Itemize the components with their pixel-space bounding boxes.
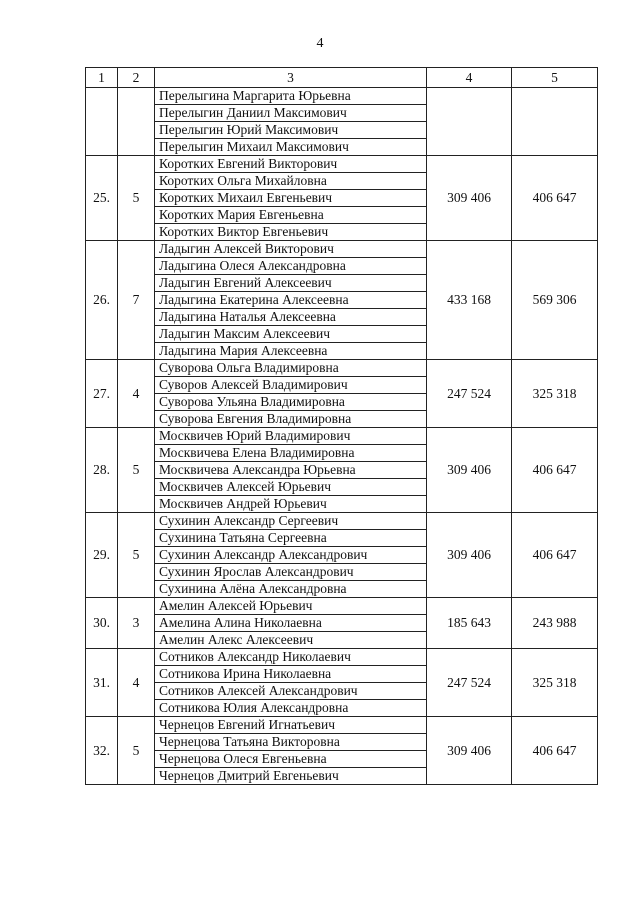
amount-col5: 406 647: [512, 717, 598, 785]
family-size: 4: [118, 649, 155, 717]
person-name: Ладыгин Максим Алексеевич: [155, 326, 427, 343]
person-name: Коротких Виктор Евгеньевич: [155, 224, 427, 241]
person-name: Перелыгин Даниил Максимович: [155, 105, 427, 122]
person-name: Суворова Ольга Владимировна: [155, 360, 427, 377]
person-name: Сотникова Юлия Александровна: [155, 700, 427, 717]
family-size: 5: [118, 428, 155, 513]
person-name: Чернецов Евгений Игнатьевич: [155, 717, 427, 734]
person-name: Сухинина Алёна Александровна: [155, 581, 427, 598]
amount-col5: 569 306: [512, 241, 598, 360]
family-size: [118, 88, 155, 156]
column-header-5: 5: [512, 68, 598, 88]
person-name: Коротких Мария Евгеньевна: [155, 207, 427, 224]
table-row: [86, 717, 598, 734]
person-name: Перелыгин Юрий Максимович: [155, 122, 427, 139]
person-name: Сотников Александр Николаевич: [155, 649, 427, 666]
person-name: Сухинин Александр Сергеевич: [155, 513, 427, 530]
group-number: 25.: [86, 156, 118, 241]
person-name: Суворова Евгения Владимировна: [155, 411, 427, 428]
family-size: 4: [118, 360, 155, 428]
person-name: Ладыгина Екатерина Алексеевна: [155, 292, 427, 309]
person-name: Коротких Ольга Михайловна: [155, 173, 427, 190]
group-number: 32.: [86, 717, 118, 785]
person-name: Амелин Алекс Алексеевич: [155, 632, 427, 649]
table-row: [86, 88, 598, 105]
amount-col4: [427, 88, 512, 156]
amount-col5: 406 647: [512, 428, 598, 513]
person-name: Коротких Евгений Викторович: [155, 156, 427, 173]
person-name: Перелыгин Михаил Максимович: [155, 139, 427, 156]
family-size: 5: [118, 156, 155, 241]
amount-col4: 185 643: [427, 598, 512, 649]
table-row: [86, 360, 598, 377]
group-number: [86, 88, 118, 156]
amount-col4: 309 406: [427, 156, 512, 241]
table-body: [86, 68, 598, 785]
amount-col4: 309 406: [427, 513, 512, 598]
person-name: Сухинин Ярослав Александрович: [155, 564, 427, 581]
amount-col5: 325 318: [512, 649, 598, 717]
amount-col4: 309 406: [427, 428, 512, 513]
amount-col5: [512, 88, 598, 156]
person-name: Ладыгина Наталья Алексеевна: [155, 309, 427, 326]
page-number: 4: [316, 36, 324, 51]
person-name: Ладыгин Алексей Викторович: [155, 241, 427, 258]
group-number: 31.: [86, 649, 118, 717]
person-name: Сотникова Ирина Николаевна: [155, 666, 427, 683]
person-name: Амелин Алексей Юрьевич: [155, 598, 427, 615]
person-name: Чернецова Олеся Евгеньевна: [155, 751, 427, 768]
table-row: [86, 513, 598, 530]
person-name: Чернецова Татьяна Викторовна: [155, 734, 427, 751]
person-name: Ладыгин Евгений Алексеевич: [155, 275, 427, 292]
group-number: 27.: [86, 360, 118, 428]
table-row: [86, 241, 598, 258]
person-name: Перелыгина Маргарита Юрьевна: [155, 88, 427, 105]
column-header-row: [86, 68, 598, 88]
person-name: Чернецов Дмитрий Евгеньевич: [155, 768, 427, 785]
amount-col5: 406 647: [512, 513, 598, 598]
person-name: Сухинин Александр Александрович: [155, 547, 427, 564]
person-name: Москвичева Александра Юрьевна: [155, 462, 427, 479]
person-name: Москвичев Андрей Юрьевич: [155, 496, 427, 513]
column-header-2: 2: [118, 68, 155, 88]
allocation-table: [85, 67, 598, 785]
column-header-3: 3: [155, 68, 427, 88]
amount-col4: 433 168: [427, 241, 512, 360]
person-name: Суворова Ульяна Владимировна: [155, 394, 427, 411]
family-size: 7: [118, 241, 155, 360]
person-name: Ладыгина Мария Алексеевна: [155, 343, 427, 360]
person-name: Коротких Михаил Евгеньевич: [155, 190, 427, 207]
amount-col4: 309 406: [427, 717, 512, 785]
table-row: [86, 649, 598, 666]
person-name: Ладыгина Олеся Александровна: [155, 258, 427, 275]
person-name: Москвичева Елена Владимировна: [155, 445, 427, 462]
group-number: 26.: [86, 241, 118, 360]
person-name: Амелина Алина Николаевна: [155, 615, 427, 632]
table-row: [86, 598, 598, 615]
person-name: Москвичев Юрий Владимирович: [155, 428, 427, 445]
group-number: 29.: [86, 513, 118, 598]
family-size: 5: [118, 717, 155, 785]
group-number: 28.: [86, 428, 118, 513]
group-number: 30.: [86, 598, 118, 649]
person-name: Суворов Алексей Владимирович: [155, 377, 427, 394]
family-size: 3: [118, 598, 155, 649]
amount-col4: 247 524: [427, 360, 512, 428]
family-size: 5: [118, 513, 155, 598]
person-name: Сухинина Татьяна Сергеевна: [155, 530, 427, 547]
amount-col5: 406 647: [512, 156, 598, 241]
amount-col4: 247 524: [427, 649, 512, 717]
person-name: Москвичев Алексей Юрьевич: [155, 479, 427, 496]
column-header-4: 4: [427, 68, 512, 88]
table-row: [86, 428, 598, 445]
amount-col5: 325 318: [512, 360, 598, 428]
amount-col5: 243 988: [512, 598, 598, 649]
table-row: [86, 156, 598, 173]
person-name: Сотников Алексей Александрович: [155, 683, 427, 700]
column-header-1: 1: [86, 68, 118, 88]
